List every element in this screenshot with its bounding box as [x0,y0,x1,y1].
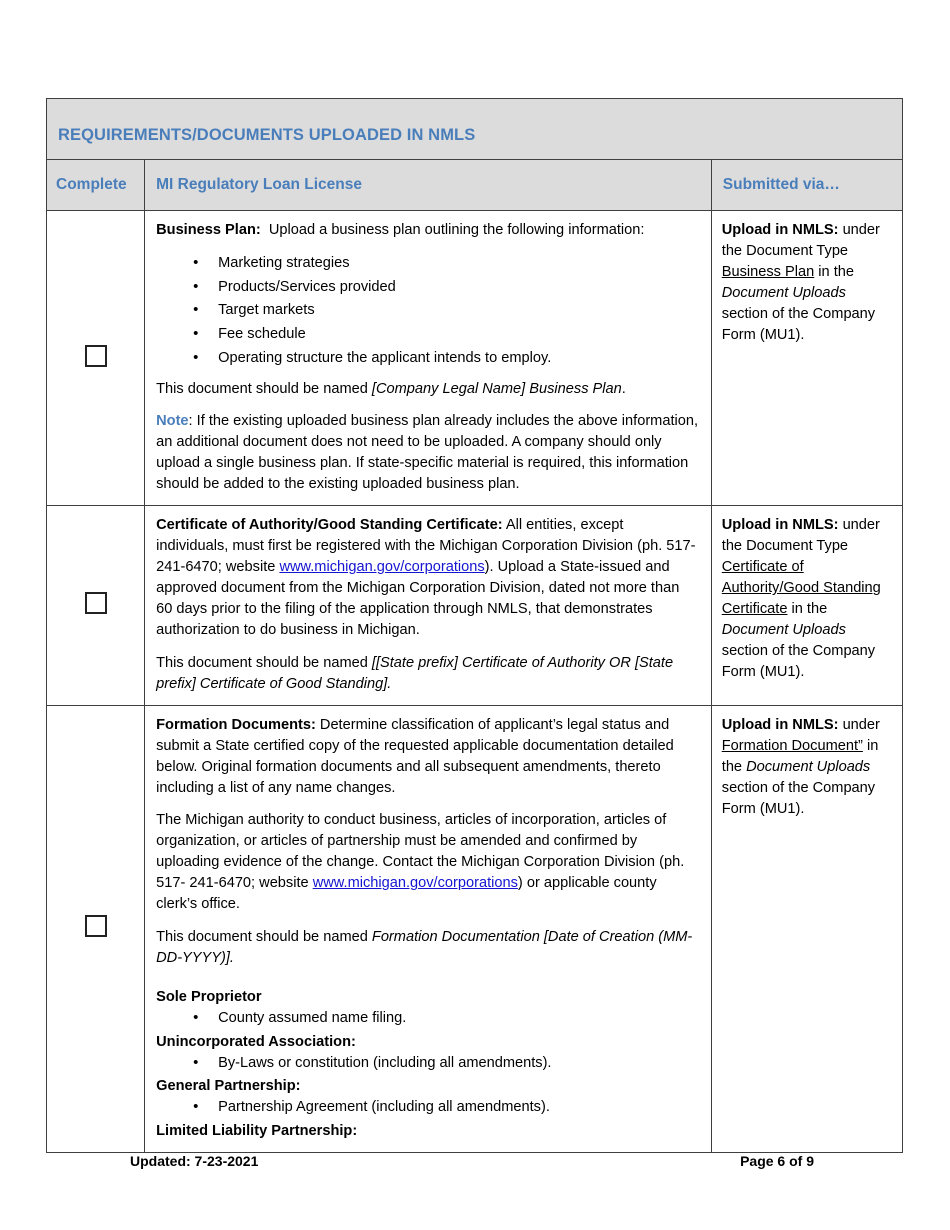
amendment-paragraph [156,810,699,915]
list-item: • Products/Services provided [218,277,699,298]
column-header-submitted-via [711,160,902,211]
naming-prefix: This document should be named [156,654,372,671]
entity-heading-general-partnership: General Partnership: [156,1078,301,1095]
description-cell-certificate-of-authority [145,506,712,706]
list-item: • Target markets [218,300,699,321]
requirement-body [156,715,699,799]
list-item: • County assumed name filing. [218,1008,699,1029]
description-cell-business-plan [145,211,712,506]
list-item: • Marketing strategies [218,253,699,274]
table-title: REQUIREMENTS/DOCUMENTS UPLOADED IN NMLS [58,126,476,144]
section-name: Document Uploads [721,285,846,301]
footer-updated: Updated: 7-23-2021 [130,1153,259,1169]
requirement-title: Business Plan: [156,222,261,238]
requirement-intro-text: Upload a business plan outlining the following information: [268,222,645,238]
list-item: • Partnership Agreement (including all amendments). [218,1097,699,1118]
requirements-table [46,98,903,1153]
business-plan-bullets [156,253,699,369]
column-header-description [145,160,712,211]
list-item: • Operating structure the applicant intends to employ. [218,348,699,369]
document-type-name: Certificate of Authority/Good Standing Certificate [721,559,881,618]
list-item: • Fee schedule [218,324,699,345]
michigan-corporations-link[interactable]: www.michigan.gov/corporations [279,559,485,576]
submitted-via-cell-business-plan [711,211,902,506]
checkbox-business-plan[interactable] [85,345,107,367]
column-header-complete [47,160,145,211]
note-label: Note [156,413,189,430]
naming-convention [156,379,699,400]
michigan-corporations-link[interactable]: www.michigan.gov/corporations [312,875,518,892]
requirement-title: Formation Documents: [156,716,316,733]
requirement-body-1: Determine classification of applicant’s legal status and submit a State certified copy of the requested applicable documentation detailed below. Original formation documents and all subsequent amendments, thereto including a list of any name changes. [156,716,674,796]
document-type-name: Business Plan [721,264,815,280]
entity-items-unincorporated-association [156,1053,699,1074]
column-header-description-label: MI Regulatory Loan License [156,176,362,193]
description-cell-formation-documents [145,705,712,1152]
upload-label: Upload in NMLS: [721,517,839,534]
section-name: Document Uploads [721,622,846,639]
requirement-title: Certificate of Authority/Good Standing Certificate: [156,517,503,534]
column-header-complete-label: Complete [56,176,127,193]
via-text-2: in the [814,264,855,280]
requirement-body-2: ). Upload a State-issued and approved document from the Michigan Corporation Division, dated not more than 60 days prior to the filing of the application through NMLS, that demonstrates authorization to do business in Michigan. [156,559,680,638]
via-text-3: section of the Company Form (MU1). [721,306,876,343]
footer-page-number: Page 6 of 9 [740,1153,814,1169]
naming-suffix: . [621,380,626,397]
list-item: • By-Laws or constitution (including all amendments). [218,1053,699,1074]
via-text-2: in the [787,601,828,618]
amendment-text-1: The Michigan authority to conduct business, articles of incorporation, articles of organization, or articles of partnership must be amended and confirmed by uploading evidence of the change. Contact the Michigan Corporation Division (ph. 517- 241-6470; website [156,812,685,892]
via-text-3: section of the Company Form (MU1). [721,779,876,817]
page-footer [130,1153,814,1169]
table-row [47,506,903,706]
entity-items-general-partnership [156,1097,699,1118]
requirement-body [156,515,699,641]
submitted-via-paragraph [722,515,894,683]
entity-items-sole-proprietor [156,1008,699,1029]
table-row [47,211,903,506]
requirement-body-1: All entities, except individuals, must first be registered with the Michigan Corporation Division (ph. 517-241-6470; website [156,517,696,576]
note-paragraph [156,411,699,495]
table-title-row [47,99,903,160]
submitted-via-cell-certificate-of-authority [711,506,902,706]
upload-label: Upload in NMLS: [721,716,839,733]
naming-convention [156,653,699,695]
via-text-1: under [838,716,880,733]
via-text-1: under the Document Type [721,517,880,555]
requirement-intro [156,220,699,241]
table-row [47,705,903,1152]
complete-cell-certificate-of-authority [47,506,145,706]
naming-convention [156,927,699,969]
upload-label: Upload in NMLS: [721,222,839,238]
document-type-name: Formation Document” [721,737,863,754]
table-header-row [47,160,903,211]
naming-italic: [Company Legal Name] Business Plan [371,380,622,397]
complete-cell-business-plan [47,211,145,506]
via-text-2: in the [721,737,879,775]
checkbox-certificate-of-authority[interactable] [85,592,107,614]
complete-cell-formation-documents [47,705,145,1152]
submitted-via-paragraph [722,220,894,346]
naming-prefix: This document should be named [156,929,372,946]
column-header-submitted-via-label: Submitted via… [722,176,840,193]
submitted-via-cell-formation-documents [711,705,902,1152]
entity-heading-sole-proprietor: Sole Proprietor [156,989,262,1006]
naming-italic: Formation Documentation [Date of Creation (MM-DD-YYYY)]. [156,929,693,967]
amendment-text-2: ) or applicable county clerk’s office. [156,875,657,913]
naming-italic: [[State prefix] Certificate of Authority OR [State prefix] Certificate of Good Standing]. [156,654,674,692]
via-text-3: section of the Company Form (MU1). [721,643,876,681]
entity-heading-limited-liability-partnership: Limited Liability Partnership: [156,1123,358,1140]
naming-prefix: This document should be named [156,380,372,397]
table-title-cell [47,99,903,160]
section-name: Document Uploads [746,758,871,775]
note-text: : If the existing uploaded business plan already includes the above information, an additional document does not need to be uploaded. A company should only upload a single business plan. If state-specific material is required, this information should be added to the existing uploaded business plan. [156,413,699,493]
submitted-via-paragraph [722,715,894,820]
via-text-1: under the Document Type [721,222,880,259]
entity-heading-unincorporated-association: Unincorporated Association: [156,1033,356,1050]
checkbox-formation-documents[interactable] [85,915,107,937]
